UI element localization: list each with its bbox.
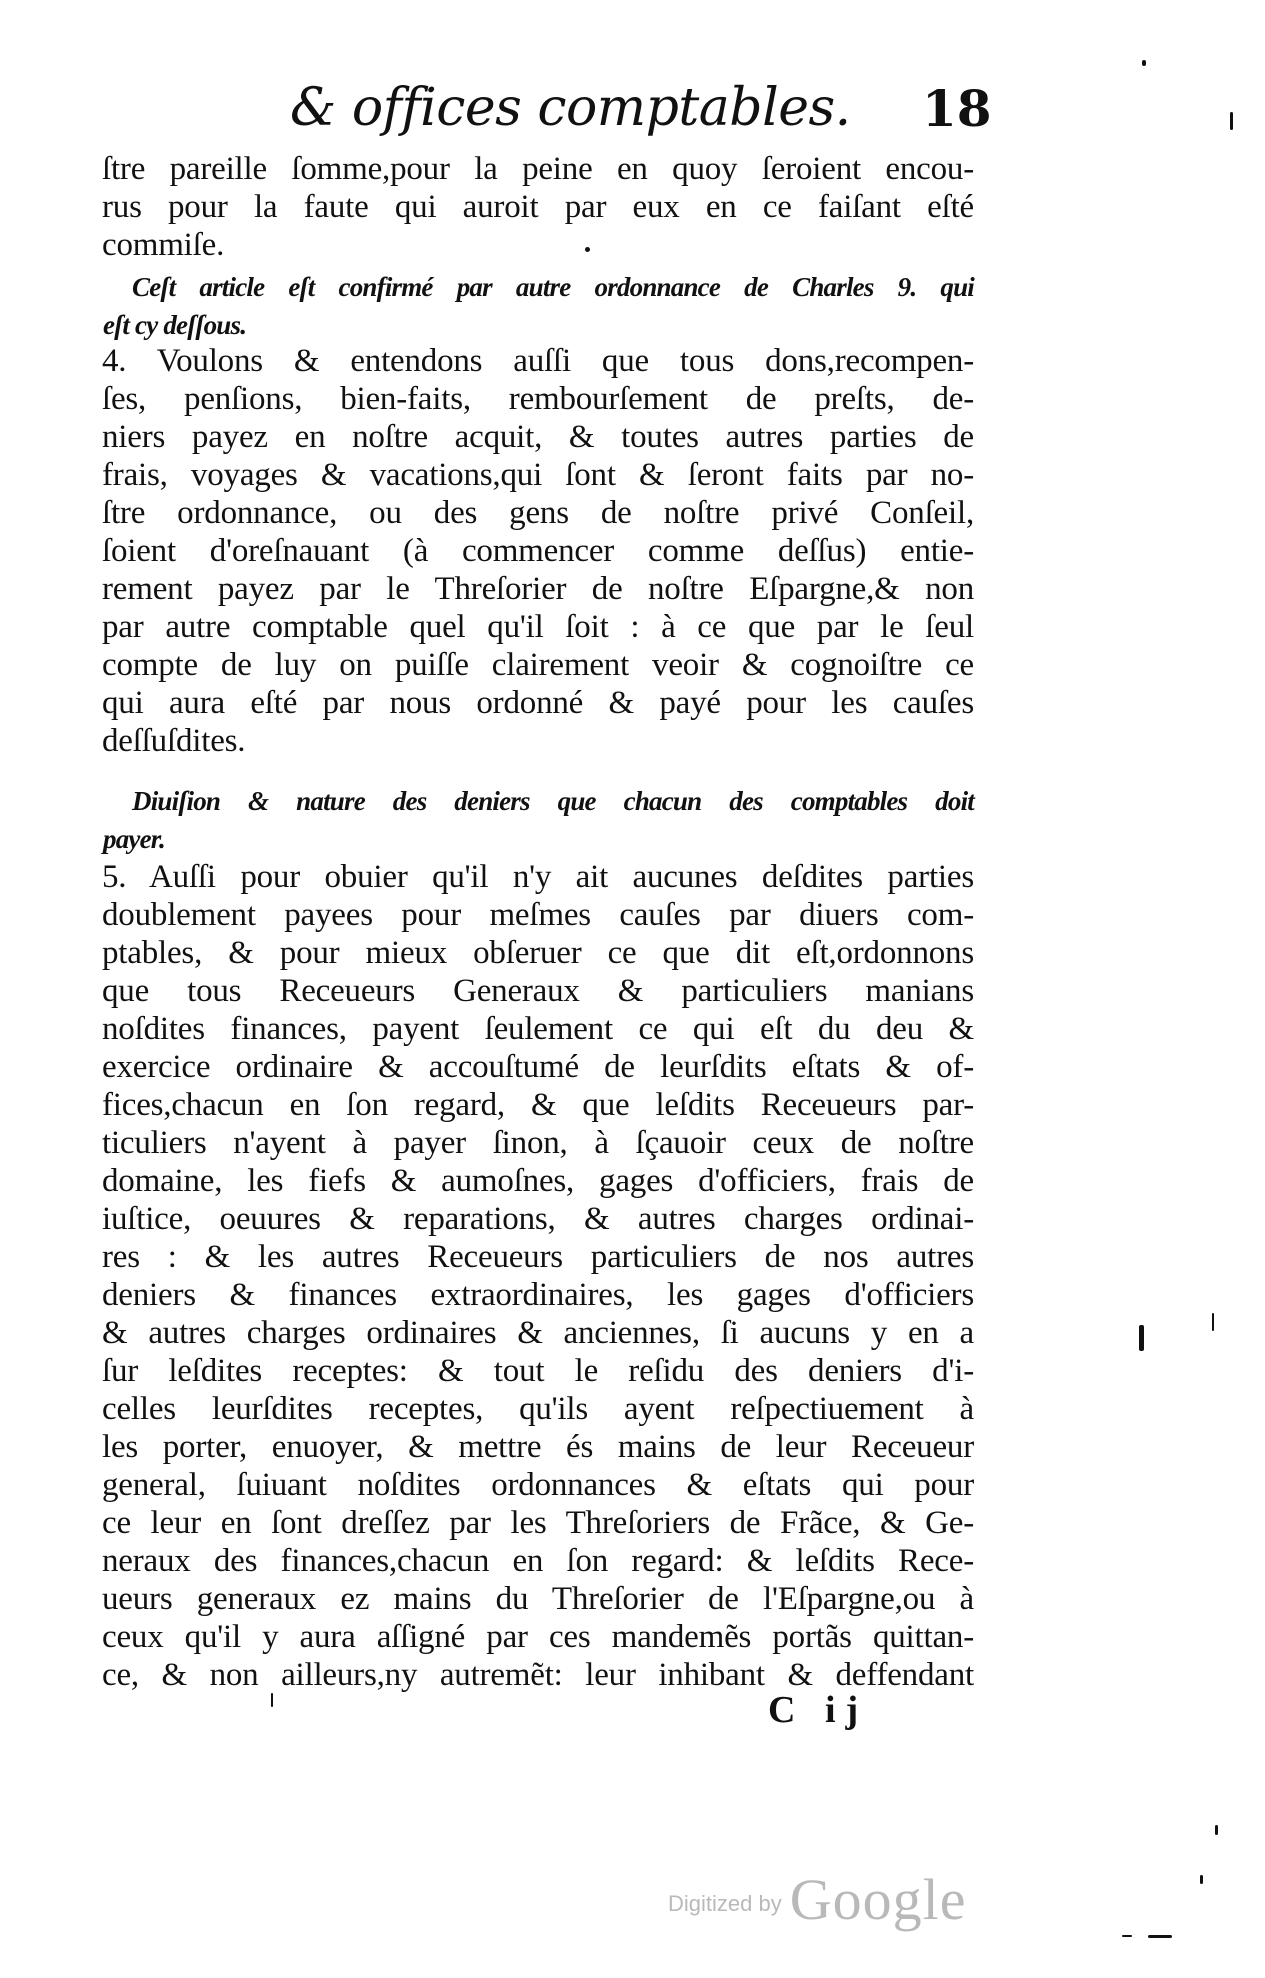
ink-speck xyxy=(1212,1313,1214,1331)
marginal-note-line: payer. xyxy=(103,824,165,854)
text-line: fices,chacun en ſon regard, & que leſdits Receueurs par- xyxy=(102,1087,974,1123)
ink-speck xyxy=(585,247,590,252)
text-line: ticuliers n'ayent à payer ſinon, à ſçauoir ceux de noſtre xyxy=(102,1125,974,1161)
running-title: & offices comptables. xyxy=(290,78,851,138)
text-line: frais, voyages & vacations,qui ſont & ſeront faits par no- xyxy=(102,457,974,493)
watermark-brand: Google xyxy=(789,1867,967,1932)
marginal-note-line: eſt cy deſſous. xyxy=(103,310,247,340)
text-line: ueurs generaux ez mains du Threſorier de l'Eſpargne,ou à xyxy=(102,1581,974,1617)
ink-speck xyxy=(271,1693,273,1707)
ink-speck xyxy=(1200,1875,1203,1884)
text-line: res : & les autres Receueurs particuliers de nos autres xyxy=(102,1239,974,1275)
page-number: 18 xyxy=(922,79,992,138)
text-line: compte de luy on puiſſe clairement veoir & cognoiſtre ce xyxy=(102,647,974,683)
text-line: qui aura eſté par nous ordonné & payé pour les cauſes xyxy=(102,685,974,721)
text-line: par autre comptable quel qu'il ſoit : à ce que par le ſeul xyxy=(102,609,974,645)
text-line: ſoient d'oreſnauant (à commencer comme deſſus) entie- xyxy=(102,533,974,569)
text-line: neraux des finances,chacun en ſon regard: & leſdits Rece- xyxy=(102,1543,974,1579)
text-line: ſtre ordonnance, ou des gens de noſtre privé Conſeil, xyxy=(102,495,974,531)
marginal-note-line: Diuiſion & nature des deniers que chacun des comptables doit xyxy=(132,786,974,816)
ink-speck xyxy=(1139,1325,1144,1351)
text-line: general, ſuiuant noſdites ordonnances & eſtats qui pour xyxy=(102,1467,974,1503)
text-line: noſdites finances, payent ſeulement ce qui eſt du deu & xyxy=(102,1011,974,1047)
ink-speck xyxy=(1142,60,1146,66)
signature-mark: C ij xyxy=(768,1689,869,1731)
text-line: ce, & non ailleurs,ny autremẽt: leur inhibant & deffendant xyxy=(102,1657,974,1693)
text-line: ſes, penſions, bien-faits, rembourſement de preſts, de- xyxy=(102,381,974,417)
text-line: domaine, les fiefs & aumoſnes, gages d'officiers, frais de xyxy=(102,1163,974,1199)
text-line: deſſuſdites. xyxy=(102,723,246,759)
text-line: ce leur en ſont dreſſez par les Threſoriers de Frãce, & Ge- xyxy=(102,1505,974,1541)
digitized-watermark xyxy=(668,1866,966,1933)
marginal-note-line: Ceſt article eſt confirmé par autre ordonnance de Charles 9. qui xyxy=(132,272,974,302)
ink-speck xyxy=(1215,1825,1218,1835)
watermark-prefix: Digitized by xyxy=(668,1891,782,1916)
text-line: iuſtice, oeuures & reparations, & autres charges ordinai- xyxy=(102,1201,974,1237)
ink-speck xyxy=(1122,1935,1132,1937)
text-line: deniers & finances extraordinaires, les gages d'officiers xyxy=(102,1277,974,1313)
text-line: commiſe. xyxy=(102,227,225,263)
article-5-line: 5. Auſſi pour obuier qu'il n'y ait aucunes deſdites parties xyxy=(102,859,974,895)
text-line: niers payez en noſtre acquit, & toutes autres parties de xyxy=(102,419,974,455)
ink-speck xyxy=(1148,1935,1172,1938)
text-line: ceux qu'il y aura aſſigné par ces mandemẽs portãs quittan- xyxy=(102,1619,974,1655)
text-line: ſtre pareille ſomme,pour la peine en quoy ſeroient encou- xyxy=(102,151,974,187)
text-line: celles leurſdites receptes, qu'ils ayent reſpectiuement à xyxy=(102,1391,974,1427)
text-line: exercice ordinaire & accouſtumé de leurſdits eſtats & of- xyxy=(102,1049,974,1085)
text-line: ſur leſdites receptes: & tout le reſidu des deniers d'i- xyxy=(102,1353,974,1389)
text-line: les porter, enuoyer, & mettre és mains de leur Receueur xyxy=(102,1429,974,1465)
text-line: que tous Receueurs Generaux & particuliers manians xyxy=(102,973,974,1009)
article-4-line: 4. Voulons & entendons auſſi que tous dons,recompen- xyxy=(102,343,974,379)
text-line: rement payez par le Threſorier de noſtre Eſpargne,& non xyxy=(102,571,974,607)
ink-speck xyxy=(1230,112,1233,130)
text-line: & autres charges ordinaires & anciennes, ſi aucuns y en a xyxy=(102,1315,974,1351)
text-line: ptables, & pour mieux obſeruer ce que dit eſt,ordonnons xyxy=(102,935,974,971)
text-line: doublement payees pour meſmes cauſes par diuers com- xyxy=(102,897,974,933)
text-line: rus pour la faute qui auroit par eux en ce faiſant eſté xyxy=(102,189,974,225)
